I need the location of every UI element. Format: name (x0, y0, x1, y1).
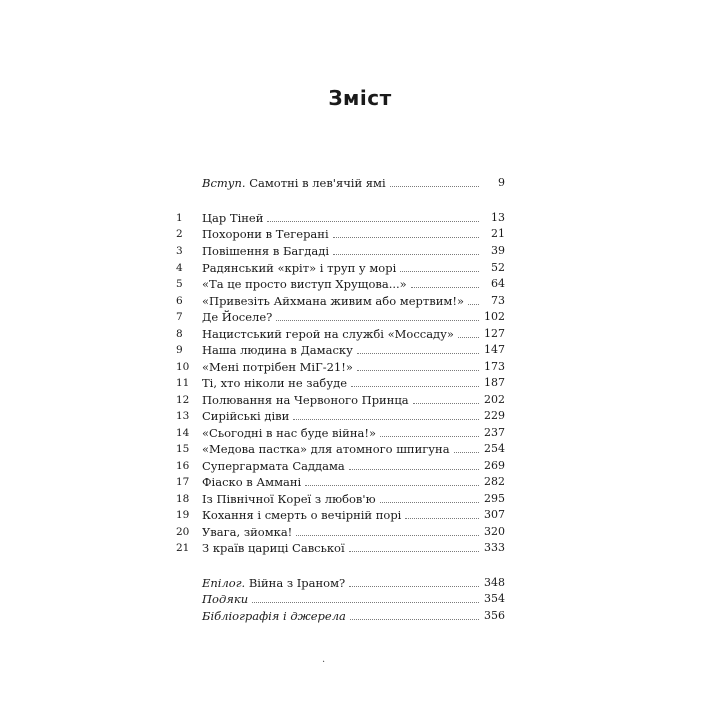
dot-leader (390, 185, 479, 187)
toc-entry-page: 282 (484, 475, 505, 488)
toc-entry-page: 127 (484, 327, 505, 340)
toc-entry-prefix: Вступ. (202, 176, 246, 190)
toc-entry-page: 333 (484, 541, 505, 554)
toc-entry-page: 73 (491, 294, 505, 307)
toc-entry-number: 10 (176, 361, 190, 373)
toc-entry-number: 21 (176, 542, 190, 554)
dot-leader (333, 236, 479, 238)
toc-entry-title: Сирійські діви (202, 409, 290, 423)
dot-leader (351, 385, 479, 387)
dot-leader (350, 618, 479, 620)
toc-entry-number: 5 (176, 278, 183, 290)
toc-entry-title: Ті, хто ніколи не забуде (202, 376, 347, 390)
toc-entry-number: 16 (176, 460, 190, 472)
toc-entry-chapter-19[interactable] (170, 504, 505, 522)
page-title: Зміст (328, 86, 392, 110)
toc-entry-title: Бібліографія і джерела (202, 609, 346, 623)
dot-leader (333, 253, 479, 255)
dot-leader (380, 435, 479, 437)
toc-entry-page: 237 (484, 426, 505, 439)
toc-entry-chapter-21[interactable] (170, 537, 505, 555)
toc-entry-page: 64 (491, 277, 505, 290)
toc-entry-page: 202 (484, 393, 505, 406)
toc-entry-title: «Привезіть Айхмана живим або мертвим!» (202, 294, 464, 308)
toc-entry-title: Подяки (202, 592, 249, 606)
dot-leader (252, 601, 479, 603)
toc-entry-number: 18 (176, 493, 190, 505)
toc-entry-title: З країв цариці Савської (202, 541, 345, 555)
dot-leader (400, 270, 479, 272)
dot-leader (468, 303, 479, 305)
toc-entry-title: Із Північної Кореї з любов'ю (202, 492, 376, 506)
toc-entry-number: 20 (176, 526, 190, 538)
toc-entry-number: 14 (176, 427, 190, 439)
toc-entry-chapter-3[interactable] (170, 240, 505, 258)
dot-leader (458, 336, 479, 338)
toc-entry-number: 7 (176, 311, 183, 323)
toc-entry-page: 320 (484, 525, 505, 538)
toc-entry-page: 173 (484, 360, 505, 373)
toc-entry-text: Самотні в лев'ячій ямі (249, 176, 386, 190)
dot-leader (305, 484, 479, 486)
dot-leader (276, 319, 479, 321)
toc-entry-page: 52 (491, 261, 505, 274)
toc-entry-page: 187 (484, 376, 505, 389)
toc-entry-number: 4 (176, 262, 183, 274)
toc-entry-chapter-11[interactable] (170, 372, 505, 390)
toc-entry-title: Фіаско в Аммані (202, 475, 302, 489)
dot-leader (413, 402, 479, 404)
toc-entry-chapter-17[interactable] (170, 471, 505, 489)
toc-entry-title: Полювання на Червоного Принца (202, 393, 409, 407)
toc-entry-number: 13 (176, 410, 190, 422)
toc-entry-number: 11 (176, 377, 190, 389)
toc-entry-title: Супергармата Саддама (202, 459, 345, 473)
toc-entry-title: Де Йоселе? (202, 310, 273, 324)
toc-entry-page: 348 (484, 576, 505, 589)
toc-entry-chapter-2[interactable] (170, 223, 505, 241)
toc-entry-number: 17 (176, 476, 190, 488)
dot-leader (380, 501, 479, 503)
toc-entry-page: 13 (491, 211, 505, 224)
toc-entry-title: «Мені потрібен МіГ-21!» (202, 360, 353, 374)
toc-entry-chapter-13[interactable] (170, 405, 505, 423)
toc-entry-page: 295 (484, 492, 505, 505)
toc-entry-chapter-9[interactable] (170, 339, 505, 357)
toc-entry-chapter-7[interactable] (170, 306, 505, 324)
footer-mark: · (322, 657, 326, 668)
toc-entry-bibliography[interactable] (170, 605, 505, 623)
toc-entry-acknowledgements[interactable] (170, 588, 505, 606)
toc-entry-number: 9 (176, 344, 183, 356)
toc-entry-title: Цар Тіней (202, 211, 264, 225)
toc-entry-page: 356 (484, 609, 505, 622)
toc-entry-title: «Медова пастка» для атомного шпигуна (202, 442, 450, 456)
toc-entry-page: 307 (484, 508, 505, 521)
toc-entry-number: 12 (176, 394, 190, 406)
toc-entry-page: 21 (491, 227, 505, 240)
toc-entry-title: Наша людина в Дамаску (202, 343, 353, 357)
toc-entry-title: Кохання і смерть о вечірній порі (202, 508, 402, 522)
toc-entry-title: Нацистський герой на службі «Моссаду» (202, 327, 454, 341)
toc-entry-text: Війна з Іраном? (248, 576, 346, 590)
toc-entry-chapter-15[interactable] (170, 438, 505, 456)
toc-entry-number: 19 (176, 509, 190, 521)
toc-entry-title: Увага, зйомка! (202, 525, 293, 539)
dot-leader (296, 534, 479, 536)
dot-leader (267, 220, 479, 222)
toc-entry-number: 8 (176, 328, 183, 340)
toc-entry-page: 147 (484, 343, 505, 356)
toc-entry-title (198, 176, 386, 190)
dot-leader (454, 451, 479, 453)
toc-entry-page: 269 (484, 459, 505, 472)
toc-entry-page: 102 (484, 310, 505, 323)
toc-entry-page: 254 (484, 442, 505, 455)
toc-entry-title: «Та це просто виступ Хрущова...» (202, 277, 407, 291)
toc-entry-title: Похорони в Тегерані (202, 227, 329, 241)
toc-entry-title: «Сьогодні в нас буде війна!» (202, 426, 377, 440)
toc-entry-page: 354 (484, 592, 505, 605)
toc-entry-number: 3 (176, 245, 183, 257)
dot-leader (349, 550, 479, 552)
dot-leader (357, 352, 479, 354)
dot-leader (405, 517, 479, 519)
dot-leader (293, 418, 479, 420)
toc-entry-number: 2 (176, 228, 183, 240)
toc-entry-title: Повішення в Багдаді (202, 244, 329, 258)
toc-entry-number: 1 (176, 212, 183, 224)
toc-entry-prefix: Епілог. (202, 576, 246, 590)
dot-leader (357, 369, 479, 371)
dot-leader (349, 585, 479, 587)
toc-entry-number: 6 (176, 295, 183, 307)
toc-entry-number: 15 (176, 443, 190, 455)
toc-entry-page: 39 (491, 244, 505, 257)
dot-leader (349, 468, 479, 470)
toc-entry-chapter-5[interactable] (170, 273, 505, 291)
dot-leader (411, 286, 479, 288)
toc-entry-page: 229 (484, 409, 505, 422)
toc-entry-intro[interactable] (170, 172, 505, 190)
toc-entry-page: 9 (498, 176, 505, 189)
toc-entry-title: Радянський «кріт» і труп у морі (202, 261, 397, 275)
